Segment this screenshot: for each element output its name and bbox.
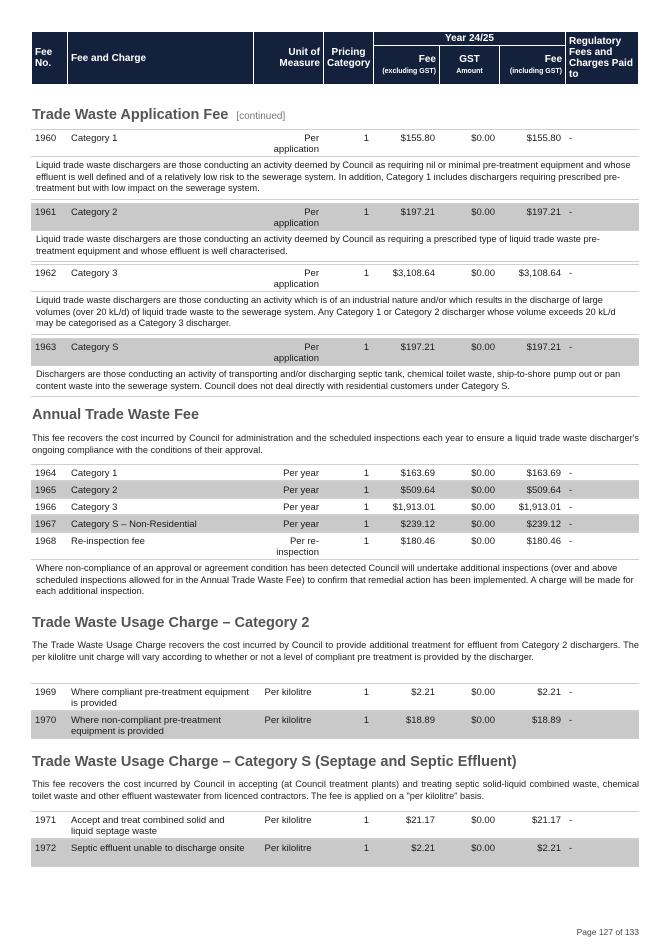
fee-category: 1 xyxy=(363,715,369,726)
table-row xyxy=(31,498,639,515)
fee-no: 1972 xyxy=(35,843,57,854)
fee-gst: $0.00 xyxy=(471,843,495,854)
fee-incl-gst: $163.69 xyxy=(526,468,561,479)
fee-regulatory: - xyxy=(569,342,573,353)
fee-excl-gst: $3,108.64 xyxy=(392,268,435,279)
fee-gst: $0.00 xyxy=(471,268,495,279)
fee-name: Accept and treat combined solid and liquid septage waste xyxy=(71,815,225,837)
table-row xyxy=(31,129,639,157)
fee-unit: Per year xyxy=(283,468,319,479)
fee-no: 1962 xyxy=(35,268,57,279)
fee-incl-gst: $21.17 xyxy=(531,815,561,826)
table-row xyxy=(31,683,639,711)
fee-name: Category 1 xyxy=(71,468,118,479)
fee-category: 1 xyxy=(363,536,369,547)
fee-name: Category 1 xyxy=(71,133,118,144)
fee-excl-gst: $18.89 xyxy=(405,715,435,726)
fee-excl-gst: $197.21 xyxy=(400,207,435,218)
header-fee-no: Fee No. xyxy=(32,32,68,85)
fee-incl-gst: $155.80 xyxy=(526,133,561,144)
section-title-usage-category-s: Trade Waste Usage Charge – Category S (Septage and Septic Effluent) xyxy=(32,754,517,770)
fee-description: Liquid trade waste dischargers are those conducting an activity which is of an industrial nature and/or which results in the discharge of large volumes (over 20 kL/d) of liquid trade waste to the sewerage system. Any Category 1 or Category 2 discharger whose volume exceeds 20 kL/d may be categorised as a Category 3 discharger. xyxy=(31,292,639,335)
fee-regulatory: - xyxy=(569,815,573,826)
fee-excl-gst: $21.17 xyxy=(405,815,435,826)
fee-excl-gst: $155.80 xyxy=(400,133,435,144)
fee-unit: Per kilolitre xyxy=(264,815,312,826)
fee-incl-gst: $197.21 xyxy=(526,207,561,218)
fee-incl-gst: $2.21 xyxy=(537,687,561,698)
table-row xyxy=(31,338,639,366)
fee-gst: $0.00 xyxy=(471,468,495,479)
fee-no: 1965 xyxy=(35,485,57,496)
fee-unit: Per year xyxy=(283,502,319,513)
fee-unit: Per application xyxy=(273,342,319,364)
table-row xyxy=(31,839,639,867)
section-intro: The Trade Waste Usage Charge recovers the cost incurred by Council to provide additional treatment for effluent from Category 2 dischargers. The per kilolitre unit charge will vary according to whether or not a level of compliant pre treatment is provided by the discharger. xyxy=(32,640,639,662)
fee-incl-gst: $239.12 xyxy=(526,519,561,530)
fee-description: Dischargers are those conducting an activity of transporting and/or discharging septic tank, chemical toilet waste, ship-to-shore pump out or pan content waste into the sewerage system. Council does not deal directly with residential customers under Category S. xyxy=(31,366,639,397)
header-year: Year 24/25 xyxy=(374,32,566,46)
fee-description: Liquid trade waste dischargers are those conducting an activity deemed by Council as requiring a prescribed type of liquid trade waste pre-treatment equipment and whose effluent is well characterised. xyxy=(31,231,639,262)
fee-no: 1961 xyxy=(35,207,57,218)
fee-name: Category 3 xyxy=(71,268,118,279)
table-row xyxy=(31,711,639,739)
fee-excl-gst: $163.69 xyxy=(400,468,435,479)
fee-excl-gst: $2.21 xyxy=(411,687,435,698)
continued-label: [continued] xyxy=(236,111,286,122)
fee-incl-gst: $3,108.64 xyxy=(518,268,561,279)
table-row xyxy=(31,264,639,292)
fee-name: Septic effluent unable to discharge onsite xyxy=(71,843,245,854)
fee-name: Where compliant pre-treatment equipment is provided xyxy=(71,687,249,709)
fee-incl-gst: $509.64 xyxy=(526,485,561,496)
fee-unit: Per application xyxy=(273,268,319,290)
fee-regulatory: - xyxy=(569,268,573,279)
fee-category: 1 xyxy=(363,687,369,698)
fee-regulatory: - xyxy=(569,485,573,496)
fee-unit: Per year xyxy=(283,519,319,530)
fee-gst: $0.00 xyxy=(471,207,495,218)
fee-description: Where non-compliance of an approval or agreement condition has been detected Council will undertake additional inspections (over and above scheduled inspections allowed for in the Annual Trade Waste Fee) to confirm that remedial action has been implemented. A charge will be made for each additional inspection. xyxy=(31,560,639,600)
fee-regulatory: - xyxy=(569,687,573,698)
fee-no: 1968 xyxy=(35,536,57,547)
fee-gst: $0.00 xyxy=(471,687,495,698)
table-row xyxy=(31,811,639,839)
fee-category: 1 xyxy=(363,815,369,826)
fee-gst: $0.00 xyxy=(471,815,495,826)
fee-regulatory: - xyxy=(569,519,573,530)
fee-gst: $0.00 xyxy=(471,342,495,353)
fee-regulatory: - xyxy=(569,207,573,218)
fee-regulatory: - xyxy=(569,536,573,547)
table-row xyxy=(31,203,639,231)
section-title-annual: Annual Trade Waste Fee xyxy=(32,407,200,423)
fee-incl-gst: $180.46 xyxy=(526,536,561,547)
fee-unit: Per kilolitre xyxy=(264,715,312,726)
fee-incl-gst: $1,913.01 xyxy=(518,502,561,513)
fee-unit: Per re-inspection xyxy=(276,536,319,558)
section-title-usage-category-2: Trade Waste Usage Charge – Category 2 xyxy=(32,615,310,631)
header-gst: GST Amount xyxy=(440,46,500,85)
page-number: Page 127 of 133 xyxy=(576,927,639,937)
fee-unit: Per kilolitre xyxy=(264,843,312,854)
fee-excl-gst: $1,913.01 xyxy=(392,502,435,513)
fee-excl-gst: $180.46 xyxy=(400,536,435,547)
fee-category: 1 xyxy=(363,468,369,479)
fee-regulatory: - xyxy=(569,502,573,513)
fee-no: 1971 xyxy=(35,815,57,826)
fee-name: Category S – Non-Residential xyxy=(71,519,197,530)
fee-no: 1970 xyxy=(35,715,57,726)
fee-category: 1 xyxy=(363,133,369,144)
section-intro: This fee recovers the cost incurred by Council in accepting (at Council treatment plants) and treating septic solid-liquid combined waste, chemical toilet waste and other effluent wastewater from licenced contractors. The fee is applied on a "per kilolitre" basis. xyxy=(32,779,639,801)
fee-excl-gst: $239.12 xyxy=(400,519,435,530)
header-fee-excl: Fee (excluding GST) xyxy=(374,46,440,85)
fee-unit: Per year xyxy=(283,485,319,496)
fee-gst: $0.00 xyxy=(471,536,495,547)
fee-name: Category 2 xyxy=(71,207,118,218)
fee-regulatory: - xyxy=(569,133,573,144)
table-row xyxy=(31,481,639,498)
header-pricing-category: Pricing Category xyxy=(324,32,374,85)
fee-category: 1 xyxy=(363,485,369,496)
fee-category: 1 xyxy=(363,268,369,279)
fee-name: Category S xyxy=(71,342,119,353)
fee-excl-gst: $2.21 xyxy=(411,843,435,854)
fee-incl-gst: $197.21 xyxy=(526,342,561,353)
fee-category: 1 xyxy=(363,519,369,530)
fee-category: 1 xyxy=(363,843,369,854)
fee-no: 1964 xyxy=(35,468,57,479)
fee-incl-gst: $2.21 xyxy=(537,843,561,854)
fee-unit: Per kilolitre xyxy=(264,687,312,698)
section-title-application: Trade Waste Application Fee [continued] xyxy=(32,107,286,123)
fee-regulatory: - xyxy=(569,843,573,854)
fee-unit: Per application xyxy=(273,133,319,155)
fee-unit: Per application xyxy=(273,207,319,229)
fee-name: Category 3 xyxy=(71,502,118,513)
fee-table-header xyxy=(31,31,639,85)
fee-gst: $0.00 xyxy=(471,519,495,530)
fee-name: Category 2 xyxy=(71,485,118,496)
fee-category: 1 xyxy=(363,342,369,353)
table-row xyxy=(31,532,639,560)
table-row xyxy=(31,464,639,481)
fee-gst: $0.00 xyxy=(471,715,495,726)
header-unit-of-measure: Unit of Measure xyxy=(254,32,324,85)
fee-incl-gst: $18.89 xyxy=(531,715,561,726)
fee-category: 1 xyxy=(363,502,369,513)
header-fee-incl: Fee (including GST) xyxy=(500,46,566,85)
fee-category: 1 xyxy=(363,207,369,218)
fee-gst: $0.00 xyxy=(471,502,495,513)
fee-regulatory: - xyxy=(569,468,573,479)
fee-no: 1967 xyxy=(35,519,57,530)
header-regulatory: Regulatory Fees and Charges Paid to xyxy=(566,32,639,85)
fee-no: 1966 xyxy=(35,502,57,513)
fee-name: Where non-compliant pre-treatment equipment is provided xyxy=(71,715,221,737)
section-intro: This fee recovers the cost incurred by Council for administration and the scheduled inspections each year to ensure a liquid trade waste discharger's ongoing compliance with the conditions of their approval. xyxy=(32,433,639,455)
fee-gst: $0.00 xyxy=(471,133,495,144)
header-fee-and-charge: Fee and Charge xyxy=(68,32,254,85)
table-row xyxy=(31,515,639,532)
fee-no: 1969 xyxy=(35,687,57,698)
fee-regulatory: - xyxy=(569,715,573,726)
fee-no: 1960 xyxy=(35,133,57,144)
fee-excl-gst: $197.21 xyxy=(400,342,435,353)
fee-gst: $0.00 xyxy=(471,485,495,496)
fee-description: Liquid trade waste dischargers are those conducting an activity deemed by Council as requiring nil or minimal pre-treatment equipment and whose effluent is well defined and of a relatively low risk to the sewerage system. In addition, Category 1 includes dischargers requiring prescribed pre-treatment but with low impact on the sewerage system. xyxy=(31,157,639,200)
fee-no: 1963 xyxy=(35,342,57,353)
fee-name: Re-inspection fee xyxy=(71,536,145,547)
fee-excl-gst: $509.64 xyxy=(400,485,435,496)
